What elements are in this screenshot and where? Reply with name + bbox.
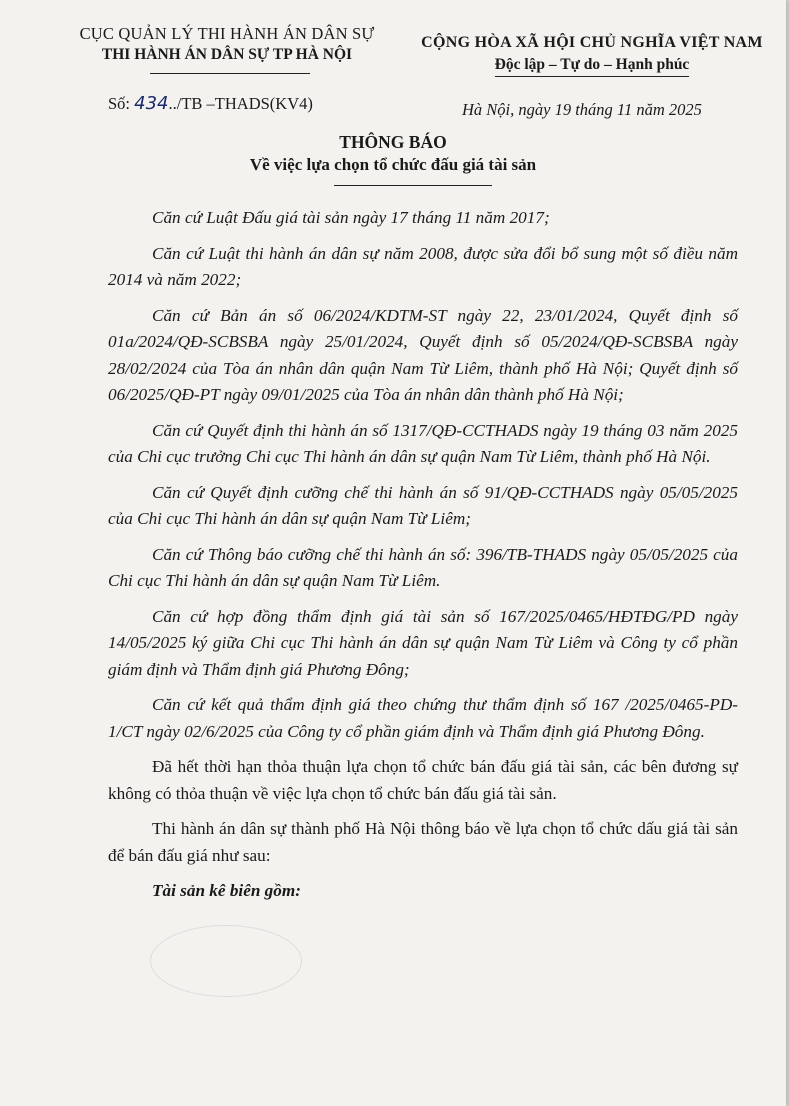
legal-basis-8: Căn cứ kết quả thẩm định giá theo chứng thư thẩm định số 167 /2025/0465-PD-1/CT ngày 02/6/2025 của Công ty cổ phần giám định và Thẩm định giá Phương Đông.	[108, 695, 738, 741]
statement-paragraph: Đã hết thời hạn thỏa thuận lựa chọn tổ chức bán đấu giá tài sản, các bên đương sự không có thỏa thuận về việc lựa chọn tổ chức bán đấu giá tài sản.	[108, 757, 738, 803]
title-underline	[334, 185, 492, 186]
legal-basis-2: Căn cứ Luật thi hành án dân sự năm 2008, được sửa đổi bổ sung một số điều năm 2014 và năm 2022;	[108, 243, 738, 289]
national-motto: Độc lập – Tự do – Hạnh phúc	[494, 56, 690, 73]
place-and-date: Hà Nội, ngày 19 tháng 11 năm 2025	[462, 100, 702, 119]
document-number	[108, 93, 313, 114]
document-subtitle: Về việc lựa chọn tổ chức đấu giá tài sản	[249, 155, 537, 174]
announcement-paragraph: Thi hành án dân sự thành phố Hà Nội thông báo về lựa chọn tổ chức dấu giá tài sản để bán đấu giá như sau:	[108, 819, 738, 865]
agency-name: CỤC QUẢN LÝ THI HÀNH ÁN DÂN SỰ	[79, 24, 375, 43]
handwritten-number: 434	[134, 93, 169, 114]
legal-basis-7: Căn cứ hợp đồng thẩm định giá tài sản số 167/2025/0465/HĐTĐG/PD ngày 14/05/2025 ký giữa Chi cục Thi hành án dân sự quận Nam Từ Liêm và Công ty cổ phần giám định và Thẩm định giá Phương Đông;	[108, 606, 738, 679]
document-number-prefix: Số:	[108, 94, 135, 113]
national-header-block	[412, 34, 772, 74]
office-name: THI HÀNH ÁN DÂN SỰ TP HÀ NỘI	[101, 46, 353, 63]
republic-name: CỘNG HÒA XÃ HỘI CHỦ NGHĨA VIỆT NAM	[421, 34, 763, 51]
agency-underline	[150, 73, 310, 74]
legal-basis-6: Căn cứ Thông báo cưỡng chế thi hành án số: 396/TB-THADS ngày 05/05/2025 của Chi cục Thi hành án dân sự quận Nam Từ Liêm.	[108, 544, 738, 590]
legal-basis-5: Căn cứ Quyết định cưỡng chế thi hành án số 91/QĐ-CCTHADS ngày 05/05/2025 của Chi cục Thi hành án dân sự quận Nam Từ Liêm;	[108, 482, 738, 528]
legal-basis-1: Căn cứ Luật Đấu giá tài sản ngày 17 tháng 11 năm 2017;	[152, 208, 550, 227]
document-number-suffix: ../TB –THADS(KV4)	[168, 94, 313, 113]
document-title: THÔNG BÁO	[339, 132, 447, 152]
issuing-agency-block	[62, 24, 392, 64]
document-body	[108, 205, 738, 914]
faint-stamp-mark	[150, 925, 302, 997]
legal-basis-4: Căn cứ Quyết định thi hành án số 1317/QĐ-CCTHADS ngày 19 tháng 03 năm 2025 của Chi cục trưởng Chi cục Thi hành án dân sự quận Nam Từ Liêm, thành phố Hà Nội.	[108, 420, 738, 466]
legal-basis-3: Căn cứ Bản án số 06/2024/KDTM-ST ngày 22, 23/01/2024, Quyết định số 01a/2024/QĐ-SCBSBA ngày 25/01/2024, Quyết định số 05/2024/QĐ-SCBSBA ngày 28/02/2024 của Tòa án nhân dân quận Nam Từ Liêm, thành phố Hà Nội; Quyết định số 06/2025/QĐ-PT ngày 09/01/2025 của Tòa án nhân dân thành phố Hà Nội;	[108, 305, 738, 404]
seized-assets-heading: Tài sản kê biên gồm:	[152, 881, 301, 900]
